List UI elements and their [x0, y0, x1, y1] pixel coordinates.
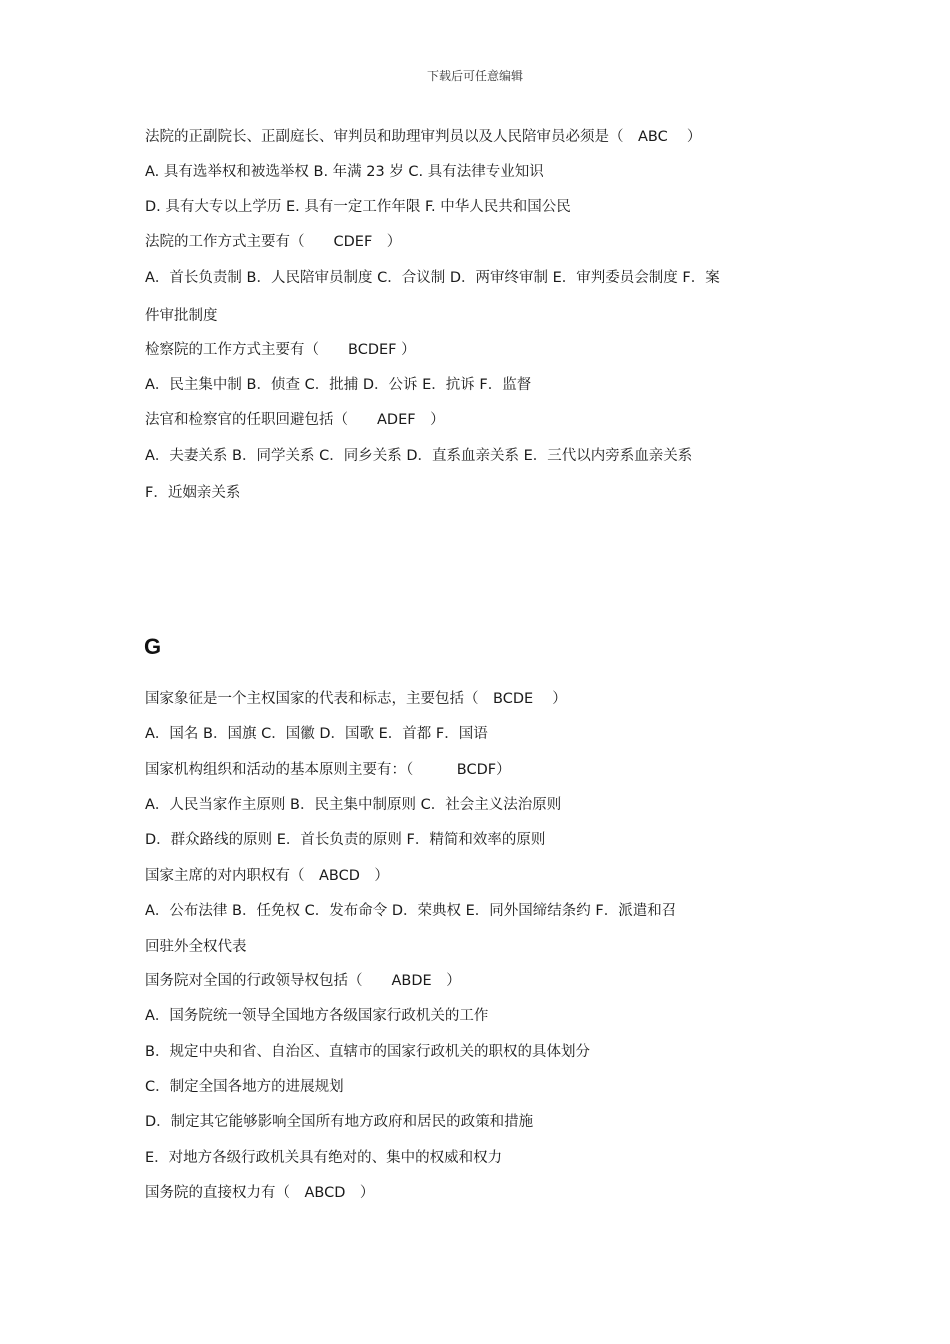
option-line-continued: 件审批制度	[145, 308, 218, 324]
question-president-powers: 国家主席的对内职权有（ ABCD ）	[145, 868, 389, 884]
option-line-continued: F．近姻亲关系	[145, 485, 241, 501]
question-court-work-methods: 法院的工作方式主要有（ CDEF ）	[145, 234, 402, 250]
option-line: A．民主集中制 B．侦查 C．批捕 D．公诉 E．抗诉 F．监督	[145, 377, 532, 393]
question-procuratorate-work-methods: 检察院的工作方式主要有（ BCDEF ）	[145, 342, 416, 358]
option-line: A．国务院统一领导全国地方各级国家行政机关的工作	[145, 1008, 489, 1024]
option-line: B．规定中央和省、自治区、直辖市的国家行政机关的职权的具体划分	[145, 1044, 590, 1060]
option-line: D．群众路线的原则 E．首长负责的原则 F．精简和效率的原则	[145, 832, 546, 848]
option-line: C．制定全国各地方的进展规划	[145, 1079, 344, 1095]
question-state-council-direct-powers: 国务院的直接权力有（ ABCD ）	[145, 1185, 375, 1201]
question-state-council-leadership: 国务院对全国的行政领导权包括（ ABDE ）	[145, 973, 461, 989]
option-line: A．国名 B．国旗 C．国徽 D．国歌 E．首都 F．国语	[145, 726, 488, 742]
question-court-officials: 法院的正副院长、正副庭长、审判员和助理审判员以及人民陪审员必须是（ ABC ）	[145, 129, 702, 145]
option-line-continued: 回驻外全权代表	[145, 939, 247, 955]
option-line: A．首长负责制 B．人民陪审员制度 C．合议制 D．两审终审制 E．审判委员会制度 F．案	[145, 270, 720, 286]
question-national-symbols: 国家象征是一个主权国家的代表和标志，主要包括（ BCDE ）	[145, 691, 567, 707]
option-line: E．对地方各级行政机关具有绝对的、集中的权威和权力	[145, 1150, 503, 1166]
option-line: D．制定其它能够影响全国所有地方政府和居民的政策和措施	[145, 1114, 534, 1130]
option-line: A. 具有选举权和被选举权 B. 年满 23 岁 C. 具有法律专业知识	[145, 164, 544, 180]
option-line: A．夫妻关系 B．同学关系 C．同乡关系 D．直系血亲关系 E．三代以内旁系血亲关系	[145, 448, 693, 464]
question-state-organ-principles: 国家机构组织和活动的基本原则主要有：（ BCDF）	[145, 762, 511, 778]
option-line: D. 具有大专以上学历 E. 具有一定工作年限 F. 中华人民共和国公民	[145, 199, 571, 215]
page-header: 下载后可任意编辑	[426, 69, 523, 83]
section-heading-g: G	[144, 634, 162, 659]
option-line: A．公布法律 B．任免权 C．发布命令 D．荣典权 E．同外国缔结条约 F．派遣和召	[145, 903, 677, 919]
option-line: A．人民当家作主原则 B．民主集中制原则 C．社会主义法治原则	[145, 797, 562, 813]
question-recusal: 法官和检察官的任职回避包括（ ADEF ）	[145, 412, 445, 428]
